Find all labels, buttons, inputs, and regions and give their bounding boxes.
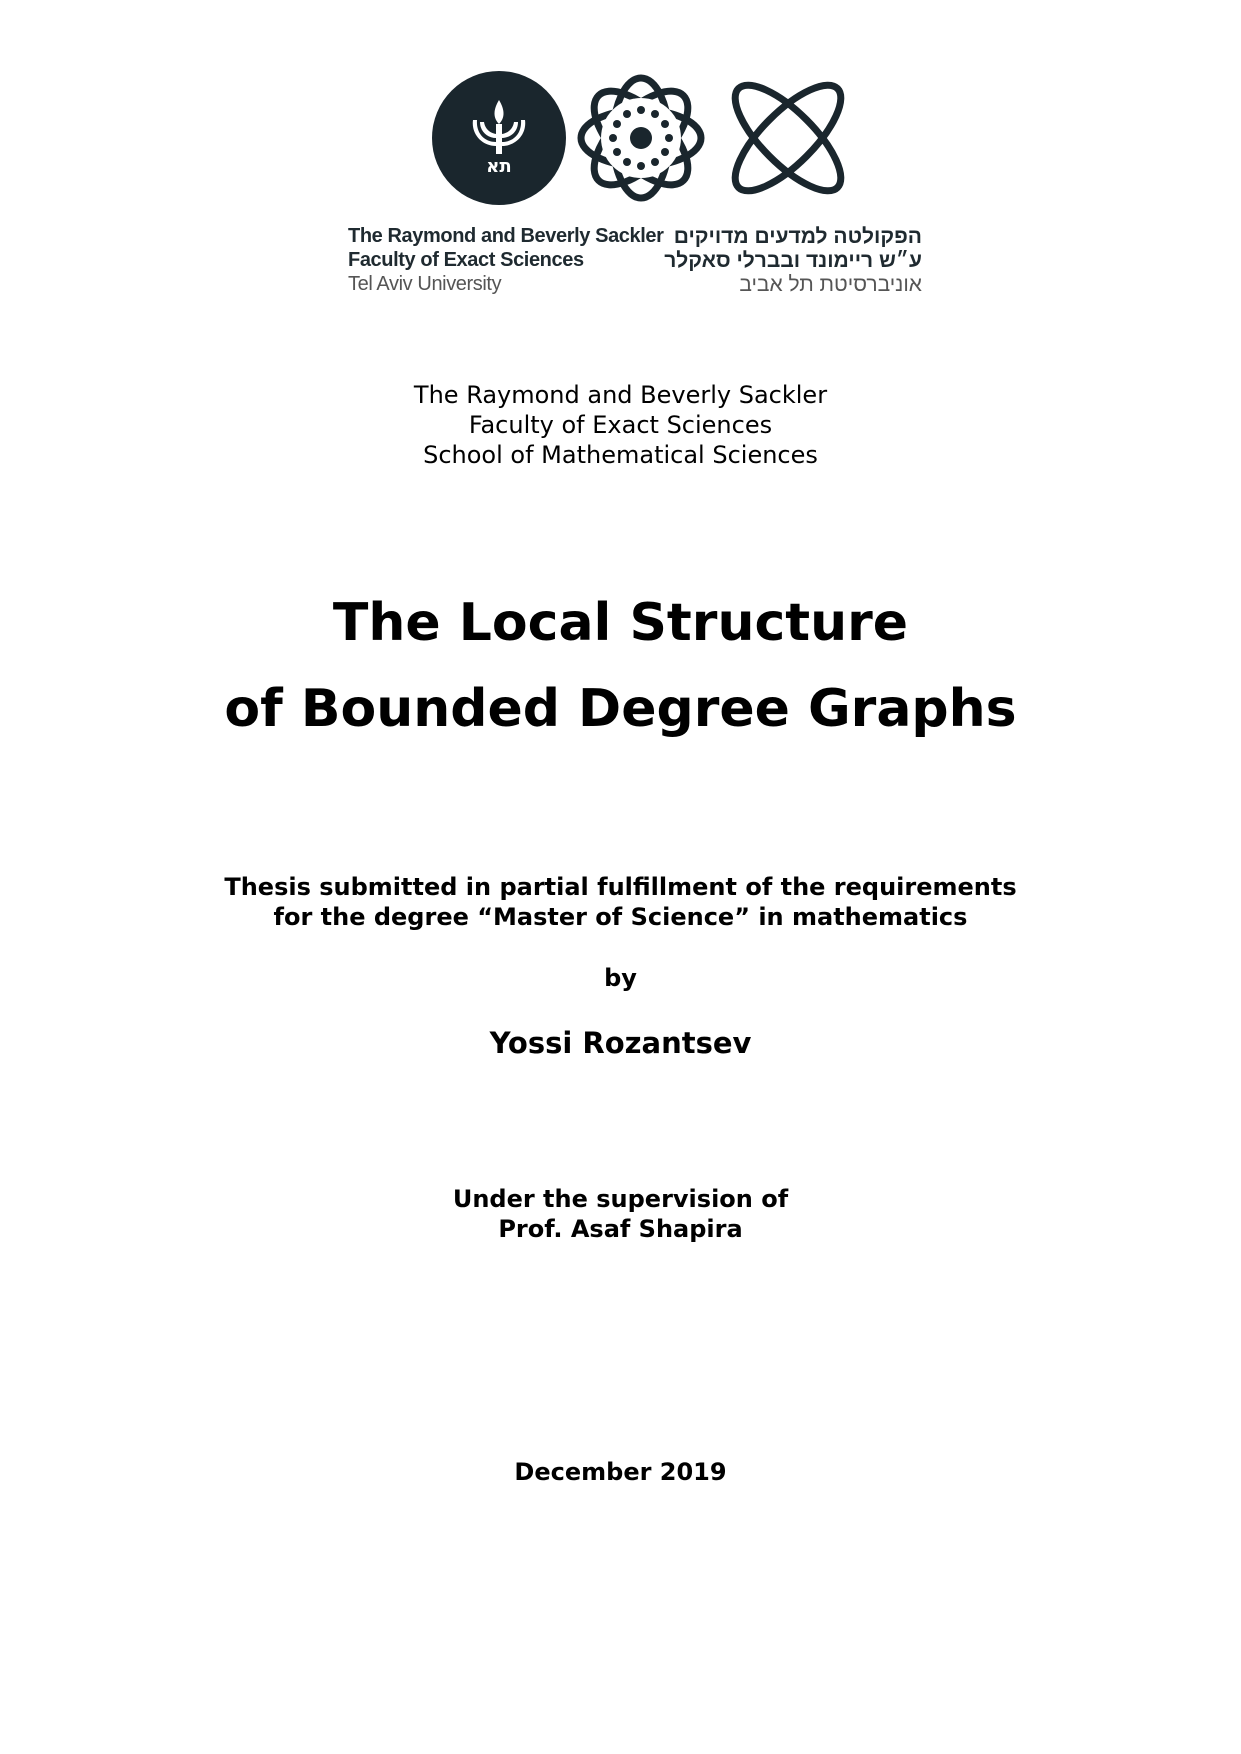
- faculty-logo: [330, 60, 950, 310]
- thesis-statement: [0, 872, 1241, 932]
- submission-date: December 2019: [514, 1458, 727, 1486]
- logo-english-line-3: Tel Aviv University: [348, 273, 502, 295]
- faculty-heading: [0, 380, 1241, 470]
- faculty-line-1: The Raymond and Beverly Sackler: [413, 381, 828, 409]
- logo-english-line-1: The Raymond and Beverly Sackler: [348, 225, 664, 247]
- supervision-line-1: Under the supervision of: [452, 1185, 789, 1213]
- orbits-emblem-icon: [720, 70, 856, 206]
- thesis-line-1: Thesis submitted in partial fulfillment of the requirements: [224, 873, 1017, 901]
- title-line-2: of Bounded Degree Graphs: [224, 679, 1017, 739]
- logo-hebrew-line-2: ע״ש ריימונד ובברלי סאקלר: [664, 249, 922, 272]
- thesis-title: [0, 580, 1241, 752]
- logo-hebrew-line-3: אוניברסיטת תל אביב: [739, 273, 922, 296]
- supervision-block: [0, 1184, 1241, 1244]
- logo-english-line-2: Faculty of Exact Sciences: [348, 249, 584, 271]
- faculty-line-2: Faculty of Exact Sciences: [468, 411, 773, 439]
- thesis-line-2: for the degree “Master of Science” in mathematics: [273, 903, 968, 931]
- tau-emblem-icon: [432, 71, 566, 205]
- logo-emblems: [330, 60, 950, 220]
- logo-hebrew-line-1: הפקולטה למדעים מדויקים: [673, 225, 922, 248]
- supervisor-name: Prof. Asaf Shapira: [498, 1215, 743, 1243]
- faculty-line-3: School of Mathematical Sciences: [423, 441, 818, 469]
- svg-text:תא: תא: [486, 156, 512, 177]
- by-label: by: [604, 964, 637, 992]
- title-line-1: The Local Structure: [332, 593, 909, 653]
- author-name: Yossi Rozantsev: [489, 1026, 752, 1060]
